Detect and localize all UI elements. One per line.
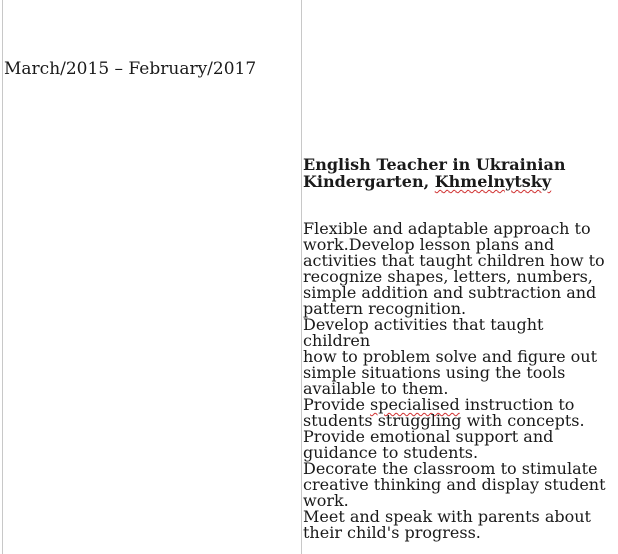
desc-paragraph-3-start: Provide <box>303 395 370 414</box>
desc-paragraph-5: Decorate the classroom to stimulate creative thinking and display student work. <box>303 459 606 510</box>
job-title <box>303 156 615 190</box>
job-title-city: Khmelnytsky <box>434 172 552 191</box>
job-title-main: English Teacher in Ukrainian Kindergarten, <box>303 155 566 191</box>
table-left-border <box>2 0 3 554</box>
table-column-divider <box>301 0 302 554</box>
desc-paragraph-1: Flexible and adaptable approach to work.Develop lesson plans and activities that taught children how to recognize shapes, letters, numbers, simple addition and subtraction and pattern recognition. <box>303 219 605 318</box>
desc-paragraph-2: Develop activities that taught children how to problem solve and figure out simple situations using the tools available to them. <box>303 315 597 398</box>
desc-paragraph-4: Provide emotional support and guidance to students. <box>303 427 554 462</box>
employment-date-range: March/2015 – February/2017 <box>4 59 257 79</box>
desc-paragraph-3 <box>303 397 615 429</box>
spellcheck-flagged-word: specialised <box>370 395 460 414</box>
desc-paragraph-3-end: instruction to students struggling with concepts. <box>303 395 585 430</box>
job-entry <box>303 156 615 541</box>
desc-paragraph-6: Meet and speak with parents about their child's progress. <box>303 507 591 542</box>
job-description <box>303 221 615 541</box>
